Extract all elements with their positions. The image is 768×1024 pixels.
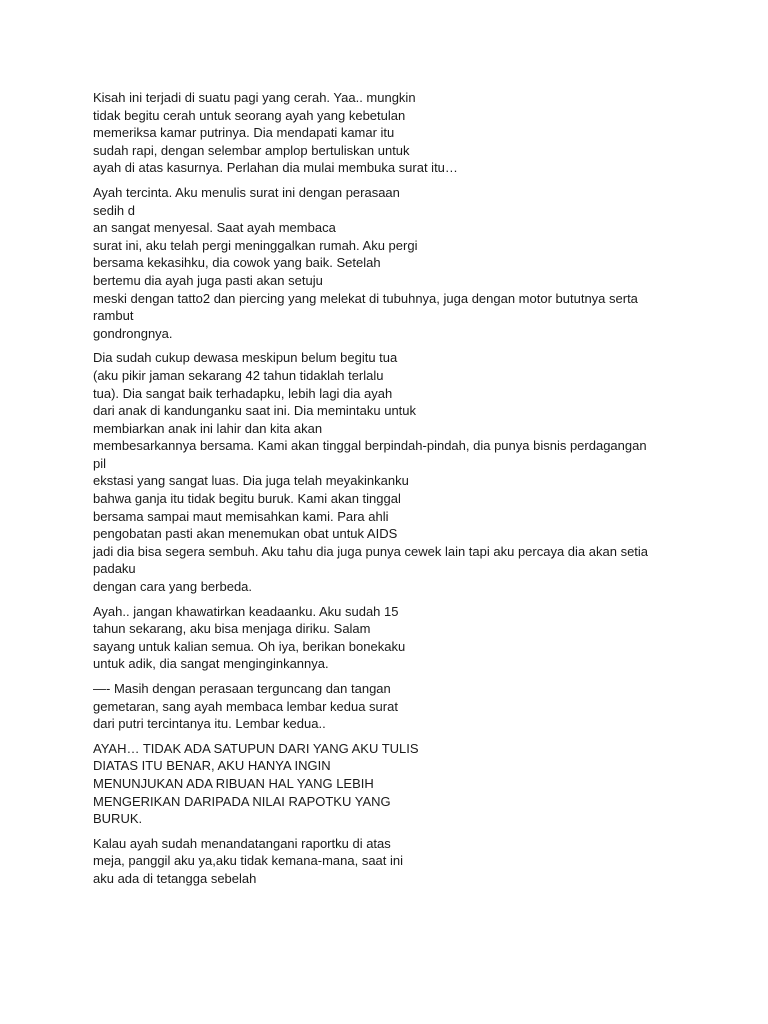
text-line: gondrongnya.	[93, 325, 173, 341]
document-page	[93, 89, 693, 895]
text-line: Ayah.. jangan khawatirkan keadaanku. Aku sudah 15	[93, 603, 399, 619]
text-line: rambut	[93, 308, 134, 324]
text-line: Ayah tercinta. Aku menulis surat ini dengan perasaan	[93, 184, 400, 200]
text-line: MENUNJUKAN ADA RIBUAN HAL YANG LEBIH	[93, 775, 374, 791]
text-line: Kisah ini terjadi di suatu pagi yang cerah. Yaa.. mungkin	[93, 90, 416, 105]
text-line: gemetaran, sang ayah membaca lembar kedua surat	[93, 698, 398, 714]
text-line: bertemu dia ayah juga pasti akan setuju	[93, 272, 323, 288]
text-line: sudah rapi, dengan selembar amplop bertuliskan untuk	[93, 142, 410, 158]
text-line: (aku pikir jaman sekarang 42 tahun tidaklah terlalu	[93, 367, 384, 383]
text-line: pil	[93, 455, 107, 471]
text-line: —- Masih dengan perasaan terguncang dan tangan	[93, 681, 391, 696]
paragraph-2	[93, 184, 693, 342]
text-line: bersama kekasihku, dia cowok yang baik. Setelah	[93, 255, 381, 271]
text-line: ayah di atas kasurnya. Perlahan dia mulai membuka surat itu…	[93, 160, 458, 176]
text-line: padaku	[93, 561, 136, 577]
text-line: meja, panggil aku ya,aku tidak kemana-mana, saat ini	[93, 853, 404, 869]
text-line: Dia sudah cukup dewasa meskipun belum begitu tua	[93, 350, 398, 366]
text-line: tua). Dia sangat baik terhadapku, lebih lagi dia ayah	[93, 385, 393, 401]
text-line: tahun sekarang, aku bisa menjaga diriku. Salam	[93, 621, 371, 637]
text-line: dengan cara yang berbeda.	[93, 579, 253, 595]
text-line: DIATAS ITU BENAR, AKU HANYA INGIN	[93, 758, 331, 774]
text-line: BURUK.	[93, 811, 143, 827]
text-line: membiarkan anak ini lahir dan kita akan	[93, 420, 323, 436]
paragraph-5	[93, 680, 693, 733]
paragraph-6	[93, 740, 693, 828]
text-line: untuk adik, dia sangat menginginkannya.	[93, 656, 329, 672]
paragraph-7	[93, 835, 693, 888]
text-line: aku ada di tetangga sebelah	[93, 870, 257, 886]
paragraph-3	[93, 349, 693, 595]
text-line: ekstasi yang sangat luas. Dia juga telah meyakinkanku	[93, 473, 409, 489]
paragraph-4	[93, 603, 693, 673]
text-line: sedih d	[93, 202, 135, 218]
text-line: pengobatan pasti akan menemukan obat untuk AIDS	[93, 526, 398, 542]
text-line: jadi dia bisa segera sembuh. Aku tahu dia juga punya cewek lain tapi aku percaya dia akan setia	[93, 543, 649, 559]
text-line: tidak begitu cerah untuk seorang ayah yang kebetulan	[93, 107, 406, 123]
text-line: Kalau ayah sudah menandatangani raportku di atas	[93, 835, 391, 851]
text-line: sayang untuk kalian semua. Oh iya, berikan bonekaku	[93, 638, 406, 654]
text-line: surat ini, aku telah pergi meninggalkan rumah. Aku pergi	[93, 237, 418, 253]
text-line: dari anak di kandunganku saat ini. Dia memintaku untuk	[93, 403, 417, 419]
text-line: meski dengan tatto2 dan piercing yang melekat di tubuhnya, juga dengan motor bututnya serta	[93, 290, 638, 306]
text-line: bersama sampai maut memisahkan kami. Para ahli	[93, 508, 389, 524]
text-line: dari putri tercintanya itu. Lembar kedua..	[93, 716, 326, 732]
text-line: MENGERIKAN DARIPADA NILAI RAPOTKU YANG	[93, 793, 391, 809]
text-line: an sangat menyesal. Saat ayah membaca	[93, 220, 336, 236]
text-line: AYAH… TIDAK ADA SATUPUN DARI YANG AKU TULIS	[93, 740, 419, 756]
text-line: memeriksa kamar putrinya. Dia mendapati kamar itu	[93, 125, 395, 141]
text-line: bahwa ganja itu tidak begitu buruk. Kami akan tinggal	[93, 491, 401, 507]
text-line: membesarkannya bersama. Kami akan tinggal berpindah-pindah, dia punya bisnis perdagangan	[93, 438, 647, 454]
paragraph-1	[93, 89, 693, 177]
